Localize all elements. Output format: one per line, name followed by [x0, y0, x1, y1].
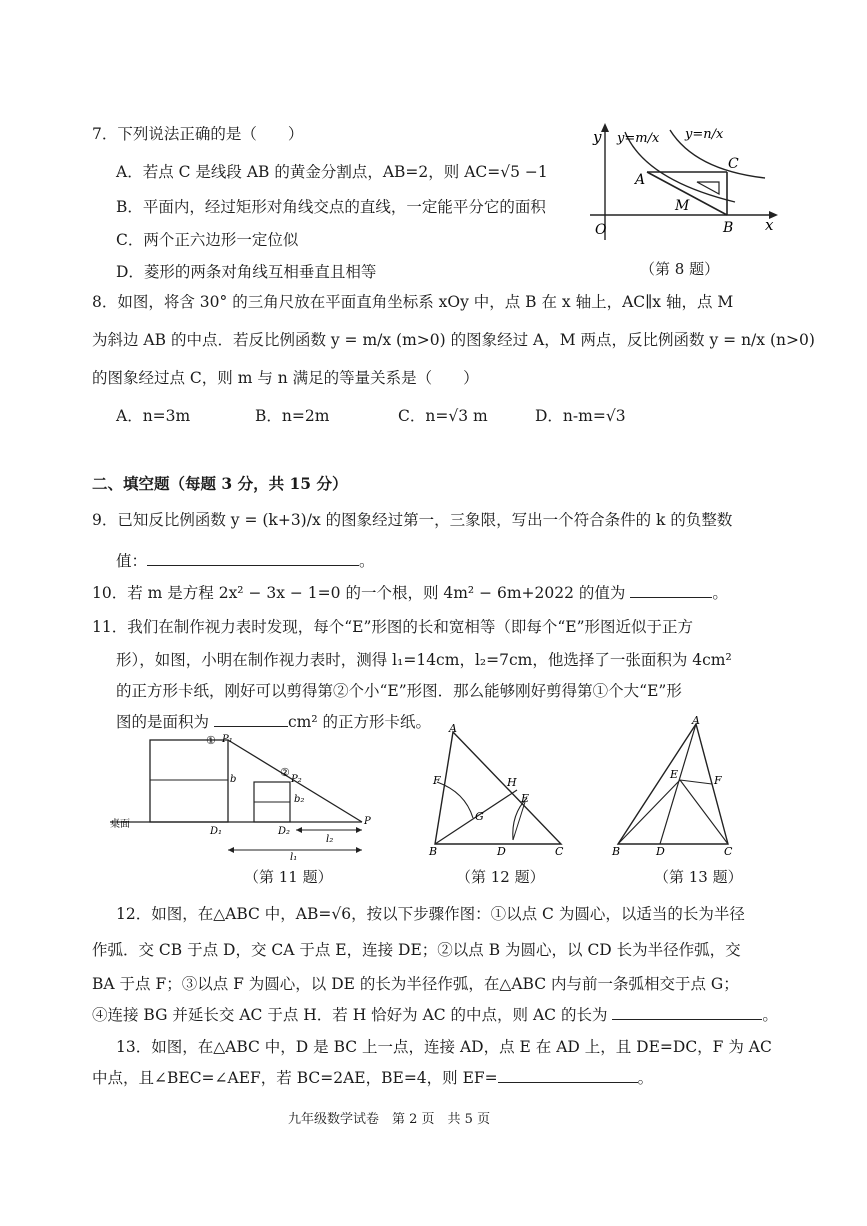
- q11-answer-blank: [214, 712, 288, 727]
- fig11-label-p2: P₂: [291, 774, 302, 785]
- fig12-label-d: D: [497, 845, 506, 858]
- q10-line: 10．若 m 是方程 2x² − 3x − 1=0 的一个根，则 4m² − 6m+2022 的值为 。: [92, 584, 728, 602]
- fig11-label-d2: D₂: [278, 826, 291, 837]
- q8-line2: 为斜边 AB 的中点．若反比例函数 y = m/x (m>0) 的图象经过 A，M 两点，反比例函数 y = n/x (n>0): [92, 331, 815, 349]
- fig8-label-b: B: [723, 220, 734, 236]
- fig11-label-p: P: [364, 816, 371, 827]
- q8-option-a: A．n=3m: [116, 407, 191, 425]
- fig13-label-c: C: [724, 845, 733, 858]
- q9-answer-blank: [147, 551, 359, 566]
- fig8-caption: （第 8 题）: [640, 260, 720, 278]
- q11-line3: 的正方形卡纸，刚好可以剪得第②个小“E”形图．那么能够刚好剪得第①个大“E”形: [116, 682, 682, 700]
- q11-line4: 图的是面积为 cm² 的正方形卡纸。: [116, 713, 431, 731]
- q13-line2: 中点，且∠BEC=∠AEF，若 BC=2AE，BE=4，则 EF= 。: [92, 1069, 654, 1087]
- q7-option-b: B．平面内，经过矩形对角线交点的直线，一定能平分它的面积: [116, 198, 546, 216]
- fig8-label-m-curve: y=m/x: [617, 131, 660, 146]
- q8-option-c: C．n=√3 m: [398, 407, 488, 425]
- section-2-title: 二、填空题（每题 3 分，共 15 分）: [92, 474, 348, 493]
- fig12-label-h: H: [507, 776, 517, 789]
- fig11-caption: （第 11 题）: [244, 868, 333, 886]
- fig11-label-p1: P₁: [222, 734, 233, 745]
- q7-option-a: A．若点 C 是线段 AB 的黄金分割点，AB=2，则 AC=√5 −1: [116, 163, 548, 181]
- q13-line1: 13．如图，在△ABC 中，D 是 BC 上一点，连接 AD，点 E 在 AD 上，且 DE=DC，F 为 AC: [116, 1038, 772, 1056]
- fig11-label-1: ①: [206, 734, 216, 747]
- q8-option-b: B．n=2m: [255, 407, 330, 425]
- fig11-label-b: b: [230, 774, 237, 785]
- q13-answer-blank: [498, 1068, 638, 1083]
- fig12-label-f: F: [433, 774, 441, 787]
- q7-stem: 7．下列说法正确的是（ ）: [92, 125, 304, 143]
- fig8-label-y: y: [593, 128, 602, 146]
- figure-11: [110, 730, 380, 863]
- fig13-label-d: D: [656, 845, 665, 858]
- q7-option-d: D．菱形的两条对角线互相垂直且相等: [116, 263, 377, 281]
- q8-line1: 8．如图，将含 30° 的三角尺放在平面直角坐标系 xOy 中，点 B 在 x 轴上，AC∥x 轴，点 M: [92, 293, 734, 311]
- fig8-label-m: M: [675, 198, 690, 214]
- page-footer: 九年级数学试卷 第 2 页 共 5 页: [288, 1112, 491, 1127]
- q8-option-d: D．n-m=√3: [535, 407, 626, 425]
- fig8-label-o: O: [595, 222, 607, 238]
- fig12-label-c: C: [555, 845, 564, 858]
- fig8-label-n-curve: y=n/x: [685, 127, 724, 142]
- fig8-label-a: A: [635, 172, 646, 188]
- fig8-label-c: C: [728, 156, 739, 172]
- fig12-label-e: E: [521, 792, 530, 805]
- fig8-label-x: x: [765, 216, 774, 234]
- fig12-label-a: A: [449, 722, 457, 735]
- fig13-caption: （第 13 题）: [654, 868, 743, 886]
- fig11-label-l2: l₂: [326, 834, 334, 845]
- q7-option-c: C．两个正六边形一定位似: [116, 231, 299, 249]
- fig13-label-f: F: [714, 774, 722, 787]
- fig11-label-2: ②: [280, 766, 290, 779]
- figure-13: [610, 716, 745, 856]
- q8-line3: 的图象经过点 C，则 m 与 n 满足的等量关系是（ ）: [92, 369, 479, 387]
- q11-line1: 11．我们在制作视力表时发现，每个“E”形图的长和宽相等（即每个“E”形图近似于正方: [92, 618, 694, 636]
- fig11-label-d1: D₁: [210, 826, 223, 837]
- q12-line2: 作弧．交 CB 于点 D，交 CA 于点 E，连接 DE；②以点 B 为圆心，以 CD 长为半径作弧，交: [92, 941, 741, 959]
- fig12-label-g: G: [475, 810, 484, 823]
- fig11-label-l1: l₁: [290, 852, 298, 863]
- q12-answer-blank: [612, 1005, 762, 1020]
- q11-line2: 形），如图，小明在制作视力表时，测得 l₁=14cm，l₂=7cm，他选择了一张面积为 4cm²: [116, 651, 732, 669]
- q9-line1: 9．已知反比例函数 y = (k+3)/x 的图象经过第一，三象限，写出一个符合条件的 k 的负整数: [92, 511, 733, 529]
- fig11-label-desk: 桌面: [110, 819, 130, 830]
- q12-line4: ④连接 BG 并延长交 AC 于点 H．若 H 恰好为 AC 的中点，则 AC 的长为 。: [92, 1006, 778, 1024]
- figure-8: [585, 120, 785, 245]
- fig12-caption: （第 12 题）: [456, 868, 545, 886]
- fig13-label-a: A: [692, 714, 700, 727]
- q10-answer-blank: [630, 583, 712, 598]
- q12-line3: BA 于点 F；③以点 F 为圆心，以 DE 的长为半径作弧，在△ABC 内与前一条弧相交于点 G；: [92, 975, 739, 993]
- fig13-label-e: E: [670, 768, 679, 781]
- q9-line2: 值： 。: [116, 552, 375, 570]
- fig13-label-b: B: [612, 845, 621, 858]
- fig11-label-b2: b₂: [294, 794, 305, 805]
- figure-12: [425, 722, 575, 857]
- q12-line1: 12．如图，在△ABC 中，AB=√6，按以下步骤作图：①以点 C 为圆心，以适当的长为半径: [116, 905, 745, 923]
- fig12-label-b: B: [429, 845, 438, 858]
